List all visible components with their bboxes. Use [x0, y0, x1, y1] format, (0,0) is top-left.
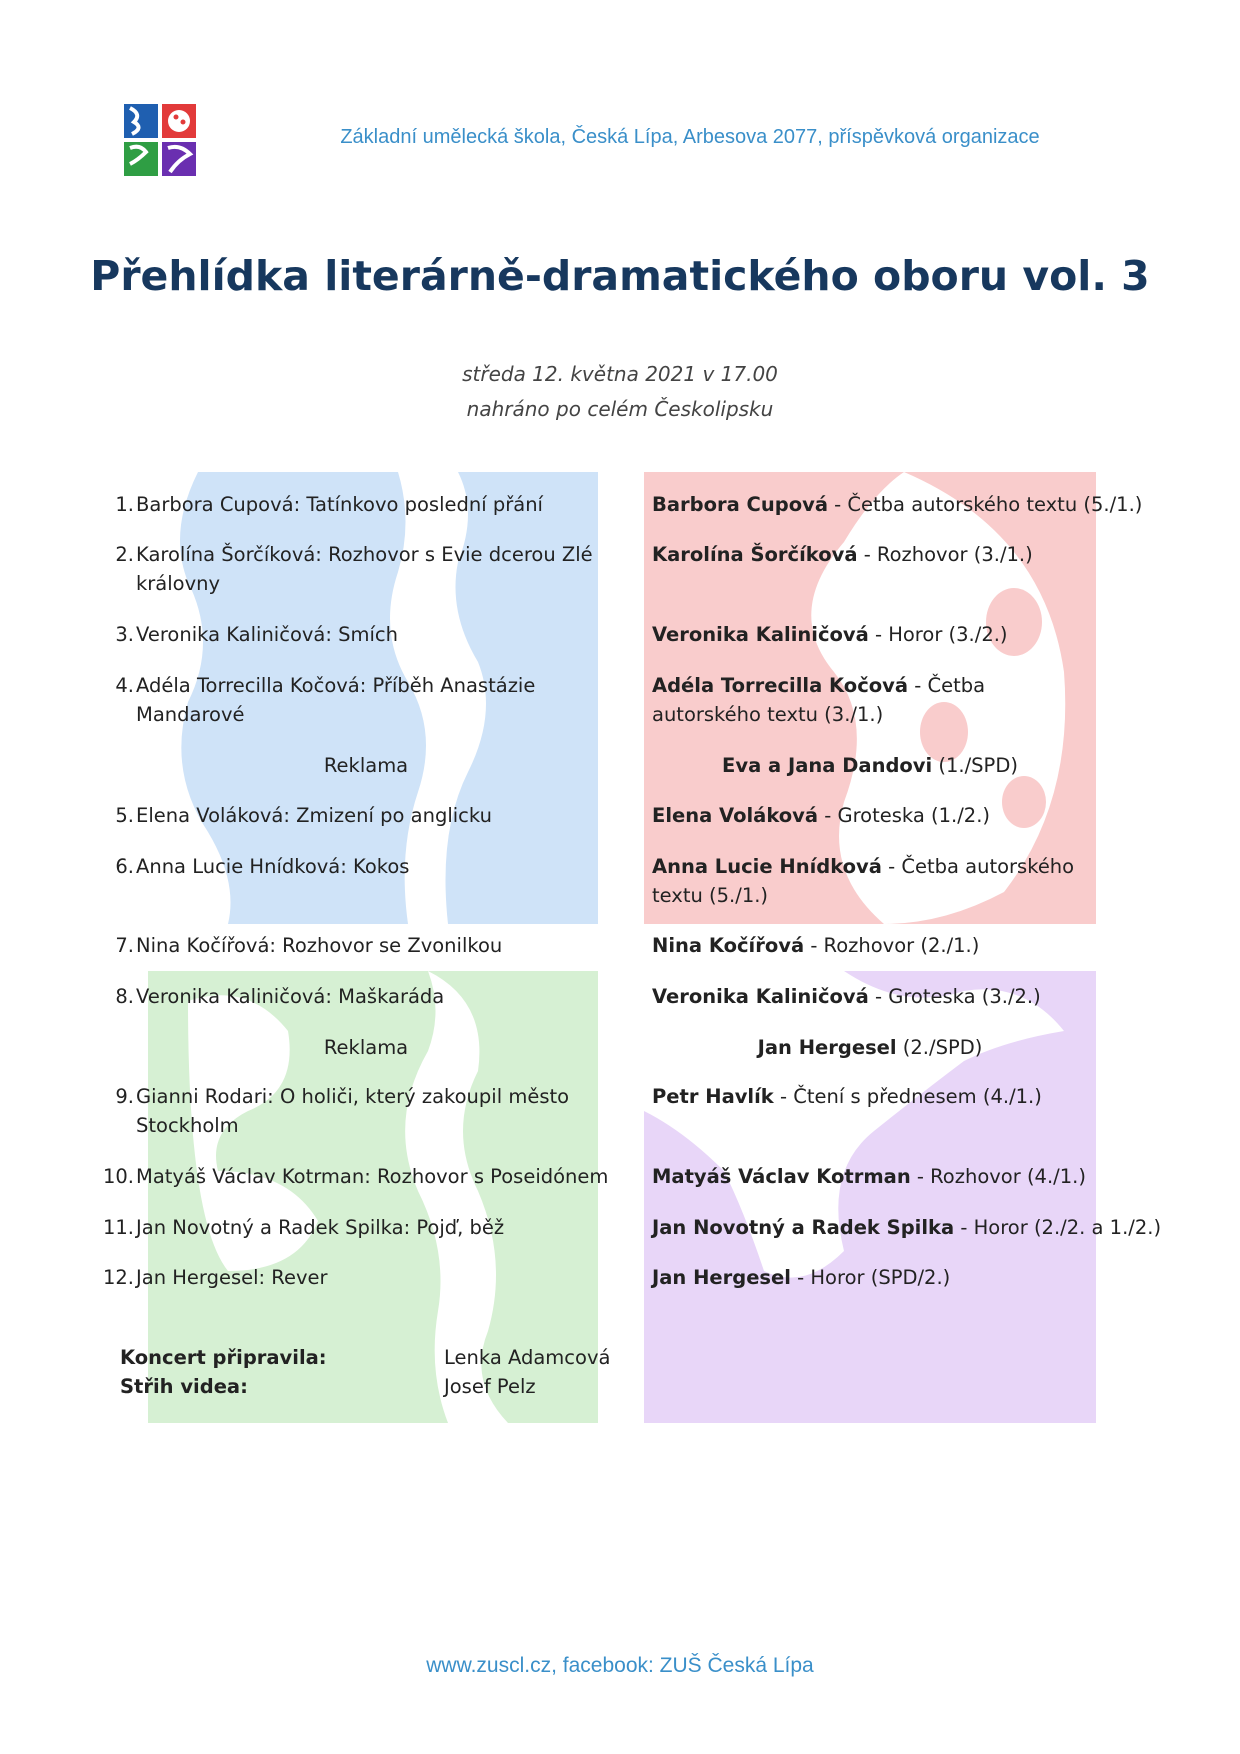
item-number: 10.	[102, 1165, 134, 1188]
performer-detail: - Četba autorského textu (5./1.)	[827, 493, 1143, 516]
performer-name: Veronika Kaliničová	[652, 985, 869, 1008]
performer-name: Anna Lucie Hnídková	[652, 855, 882, 878]
item-number: 4.	[115, 674, 134, 697]
break-performer-entry	[644, 751, 1096, 780]
performer-detail: - Čtení s přednesem (4./1.)	[773, 1085, 1042, 1108]
performer-detail: - Horor (2./2. a 1./2.)	[954, 1216, 1162, 1239]
item-number: 5.	[115, 804, 134, 827]
item-number: 12.	[102, 1266, 134, 1289]
performer-detail: - Horor (3./2.)	[868, 623, 1008, 646]
performer-name: Karolína Šorčíková	[652, 543, 858, 566]
item-title: Elena Voláková: Zmizení po anglicku	[136, 804, 492, 827]
performer-entry	[652, 1263, 1152, 1292]
break-label: Reklama	[323, 754, 409, 777]
performer-name: Elena Voláková	[652, 804, 819, 827]
item-number: 2.	[115, 543, 134, 566]
credit-video-label: Střih videa:	[120, 1375, 248, 1398]
footer-links[interactable]: www.zuscl.cz, facebook: ZUŠ Česká Lípa	[426, 1654, 814, 1677]
performer-entry	[652, 852, 1092, 910]
performer-detail: - Četba autorského textu (5./1.)	[652, 855, 1075, 907]
performer-name: Jan Hergesel	[757, 1036, 897, 1059]
credit-concert-value: Lenka Adamcová	[444, 1346, 611, 1369]
item-title: Jan Novotný a Radek Spilka: Pojď, běž	[136, 1216, 505, 1239]
performer-entry	[652, 1162, 1152, 1191]
performer-entry	[652, 540, 1152, 569]
event-place: nahráno po celém Českolipsku	[466, 397, 774, 421]
performer-detail: - Četba autorského textu (3./1.)	[652, 674, 986, 726]
performer-entry	[652, 620, 1152, 649]
break-label: Reklama	[323, 1036, 409, 1059]
event-date: středa 12. května 2021 v 17.00	[462, 362, 778, 386]
performer-detail: (2./SPD)	[896, 1036, 983, 1059]
performer-entry	[652, 490, 1152, 519]
performer-name: Adéla Torrecilla Kočová	[652, 674, 909, 697]
item-title: Veronika Kaliničová: Smích	[136, 623, 399, 646]
item-title: Karolína Šorčíková: Rozhovor s Evie dcerou Zlé královny	[136, 543, 593, 595]
performer-detail: - Rozhovor (4./1.)	[910, 1165, 1086, 1188]
performer-entry	[652, 1213, 1212, 1242]
item-title: Adéla Torrecilla Kočová: Příběh Anastázie Mandarové	[136, 674, 536, 726]
performer-entry	[652, 931, 1152, 960]
item-number: 11.	[102, 1216, 134, 1239]
performer-name: Eva a Jana Dandovi	[722, 754, 933, 777]
school-logo	[124, 104, 196, 176]
performer-name: Matyáš Václav Kotrman	[652, 1165, 911, 1188]
credit-concert-label: Koncert připravila:	[120, 1346, 327, 1369]
item-number: 1.	[115, 493, 134, 516]
item-title: Jan Hergesel: Rever	[136, 1266, 328, 1289]
item-title: Nina Kočířová: Rozhovor se Zvonilkou	[136, 934, 503, 957]
performer-name: Jan Hergesel	[652, 1266, 791, 1289]
item-title: Gianni Rodari: O holiči, který zakoupil město Stockholm	[136, 1085, 570, 1137]
performer-name: Veronika Kaliničová	[652, 623, 869, 646]
performer-name: Barbora Cupová	[652, 493, 828, 516]
item-title: Barbora Cupová: Tatínkovo poslední přání	[136, 493, 543, 516]
performer-detail: - Groteska (1./2.)	[818, 804, 991, 827]
item-number: 9.	[115, 1085, 134, 1108]
performer-name: Jan Novotný a Radek Spilka	[652, 1216, 955, 1239]
page-title: Přehlídka literárně-dramatického oboru vol. 3	[90, 252, 1150, 300]
performer-entry	[652, 1082, 1152, 1111]
performer-detail: - Horor (SPD/2.)	[790, 1266, 951, 1289]
item-number: 8.	[115, 985, 134, 1008]
performer-detail: - Groteska (3./2.)	[868, 985, 1041, 1008]
performer-entry	[652, 982, 1152, 1011]
performer-entry	[652, 671, 1092, 729]
credit-video-value: Josef Pelz	[444, 1375, 536, 1398]
item-number: 3.	[115, 623, 134, 646]
item-number: 7.	[115, 934, 134, 957]
item-number: 6.	[115, 855, 134, 878]
break-performer-entry	[644, 1033, 1096, 1062]
performer-detail: - Rozhovor (2./1.)	[804, 934, 980, 957]
performer-name: Petr Havlík	[652, 1085, 774, 1108]
school-name: Základní umělecká škola, Česká Lípa, Arbesova 2077, příspěvková organizace	[340, 126, 1040, 148]
performer-entry	[652, 801, 1152, 830]
performer-detail: - Rozhovor (3./1.)	[857, 543, 1033, 566]
item-title: Anna Lucie Hnídková: Kokos	[136, 855, 410, 878]
performer-name: Nina Kočířová	[652, 934, 805, 957]
item-title: Matyáš Václav Kotrman: Rozhovor s Poseidónem	[136, 1165, 609, 1188]
performer-detail: (1./SPD)	[932, 754, 1018, 777]
item-title: Veronika Kaliničová: Maškaráda	[136, 985, 445, 1008]
